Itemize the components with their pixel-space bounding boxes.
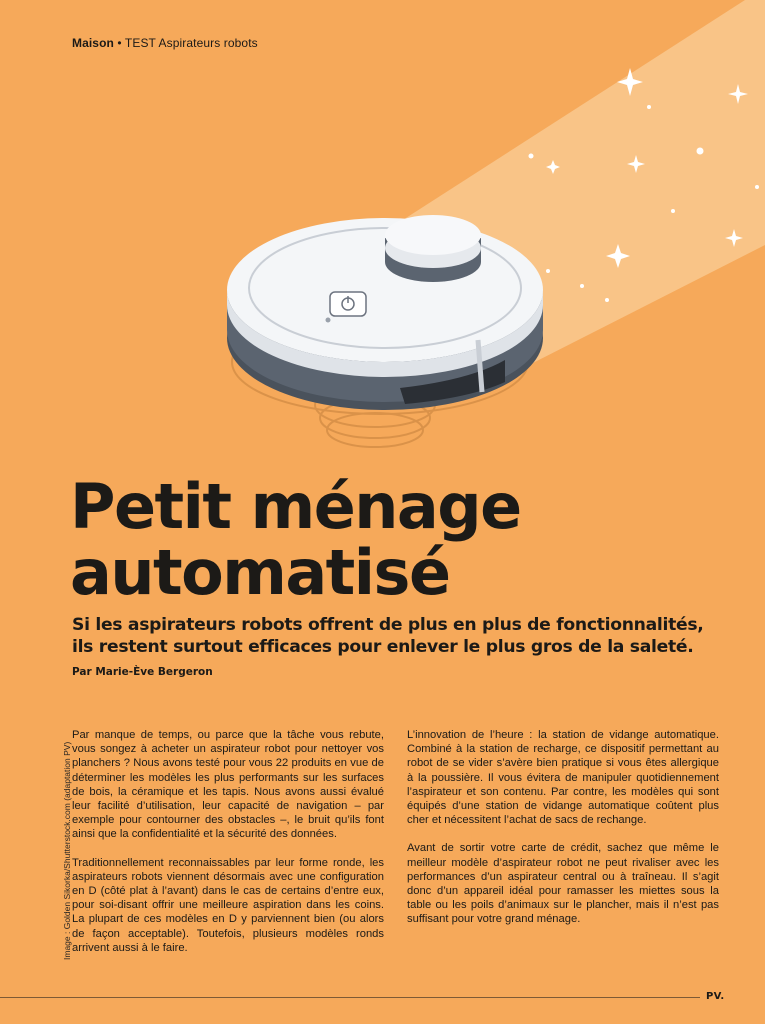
robot-vacuum-icon <box>227 215 543 410</box>
power-button-icon <box>330 292 366 316</box>
robot-vacuum-illustration <box>0 0 765 470</box>
body-column-left <box>72 728 384 969</box>
article-title <box>70 470 710 609</box>
folio-logo: PV. <box>706 991 725 1002</box>
article-deck <box>72 614 712 658</box>
body-paragraph: L’innovation de l’heure : la station de vidange automatique. Combiné à la station de recharge, ce dispositif permettant au robot de se vider s’avère bien pratique si vous êtes allergique à la poussière. Il vous évitera de manipuler quotidiennement l’aspirateur et son contenu. Par contre, les modèles qui sont équipés d’une station de vidange automatique coûtent plus cher et nécessitent l’achat de sacs de rechange. <box>407 729 719 827</box>
title-line: Petit ménage <box>70 470 521 543</box>
body-column-right <box>407 728 719 941</box>
body-paragraph: Par manque de temps, ou parce que la tâche vous rebute, vous songez à acheter un aspirateur robot pour nettoyer vos planchers ? Nous avons testé pour vous 22 produits en vue de déterminer les modèles les plus performants sur les surfaces de bois, la céramique et les tapis. Nous avons aussi évalué leur facilité d’utilisation, leur capacité de navigation – par exemple pour contourner des obstacles –, le bruit qu’ils font ainsi que la confidentialité et la sécurité des données. <box>72 729 384 841</box>
separator-bullet: • <box>117 36 122 50</box>
image-credit: Image : Golden Sikorka/Shutterstock.com (adaptation PV) <box>62 741 72 960</box>
deck-line: ils restent surtout efficaces pour enlever le plus gros de la saleté. <box>72 637 694 657</box>
section-label: Maison <box>72 36 114 50</box>
topic-label: TEST Aspirateurs robots <box>124 36 258 50</box>
byline: Par Marie-Ève Bergeron <box>72 666 213 678</box>
title-line: automatisé <box>70 536 450 609</box>
body-paragraph: Traditionnellement reconnaissables par leur forme ronde, les aspirateurs robots viennent désormais avec une configuration en D (côté plat à l’avant) dans le cas de certains d’entre eux, pour soi-disant offrir une meilleure aspiration dans les coins. La plupart de ces modèles en D y parviennent bien (ou alors de façon acceptable). Toutefois, plusieurs modèles ronds arrivent aussi à le faire. <box>72 856 384 954</box>
footer-rule <box>0 997 700 998</box>
deck-line: Si les aspirateurs robots offrent de plus en plus de fonctionnalités, <box>72 615 704 635</box>
body-paragraph: Avant de sortir votre carte de crédit, sachez que même le meilleur modèle d’aspirateur robot ne peut rivaliser avec les performances d’un aspirateur central ou à traîneau. Il s’agit donc d’un appareil idéal pour ramasser les miettes sous la table ou les poils d’animaux sur le plancher, mais il n’est pas suffisant pour votre grand ménage. <box>407 842 719 926</box>
